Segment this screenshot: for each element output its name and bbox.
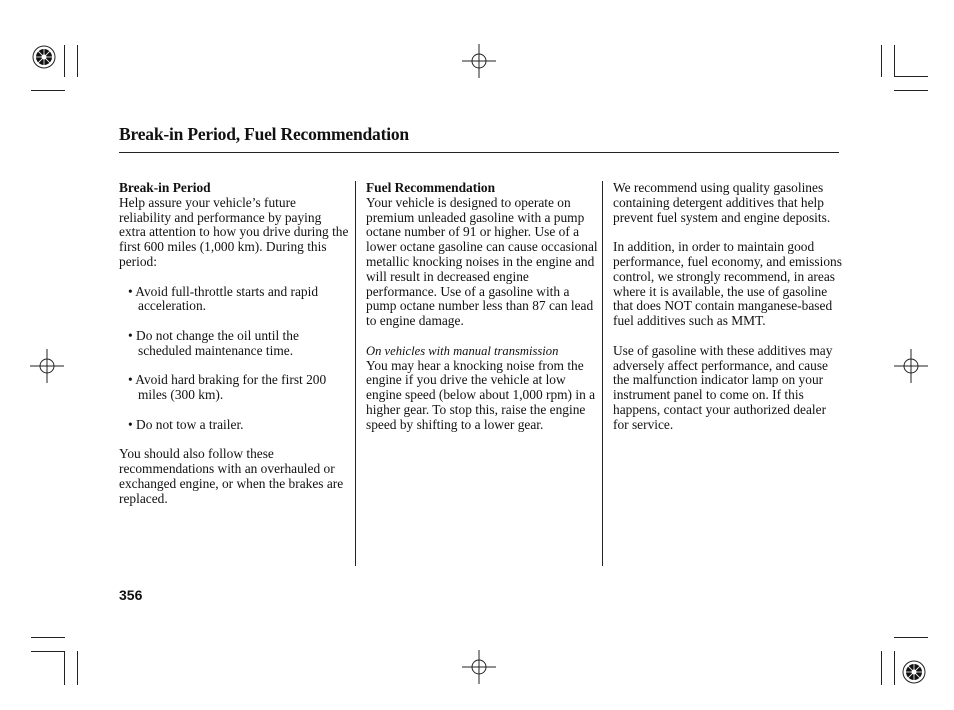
page-title: Break-in Period, Fuel Recommendation [119,124,409,144]
bullet-item: • Do not tow a trailer. [128,416,244,432]
fuel-paragraph-1: We recommend using quality gasolines containing detergent additives that help prevent fuel system and engine deposits. [613,180,831,225]
bullet-item: • Avoid hard braking for the first 200 miles (300 km). [128,372,327,403]
manual-transmission-body: You may hear a knocking noise from the engine if you drive the vehicle at low engine speed (below about 1,000 rpm) in a higher gear. To stop this, raise the engine speed by shifting to a lower gear. [366,357,596,432]
column-break-in [119,181,349,507]
title-divider [119,152,839,153]
starburst-bottom-right [903,661,925,683]
column-divider-2 [602,181,603,566]
break-in-closing: You should also follow these recommendations with an overhauled or exchanged engine, or when the brakes are replaced. [119,446,344,506]
manual-transmission-subheading: On vehicles with manual transmission [366,343,559,358]
column-divider-1 [355,181,356,566]
fuel-paragraph-2: In addition, in order to maintain good performance, fuel economy, and emissions control, we strongly recommend, in areas where it is available, the use of gasoline that does NOT contain manganese-based fuel additives such as MMT. [613,239,842,329]
section-heading-break-in: Break-in Period [119,180,211,195]
starburst-top-left [33,46,55,68]
break-in-intro: Help assure your vehicle’s future reliability and performance by paying extra attention to how you drive during the first 600 miles (1,000 km). During this period: [119,194,349,269]
fuel-paragraph-3: Use of gasoline with these additives may adversely affect performance, and cause the malfunction indicator lamp on your instrument panel to come on. If this happens, contact your authorized dealer for service. [613,342,833,432]
bullet-item: • Avoid full-throttle starts and rapid acceleration. [128,283,319,314]
fuel-body: Your vehicle is designed to operate on premium unleaded gasoline with a pump octane number of 91 or higher. Use of a lower octane gasoline can cause occasional metallic knocking noises in the engine and will result in decreased engine performance. Use of a gasoline with a pump octane number less than 87 can lead to engine damage. [366,194,598,329]
column-fuel [366,181,598,433]
column-fuel-continued [613,181,843,433]
section-heading-fuel: Fuel Recommendation [366,180,496,195]
page-number: 356 [119,587,143,603]
bullet-item: • Do not change the oil until the scheduled maintenance time. [128,327,299,358]
